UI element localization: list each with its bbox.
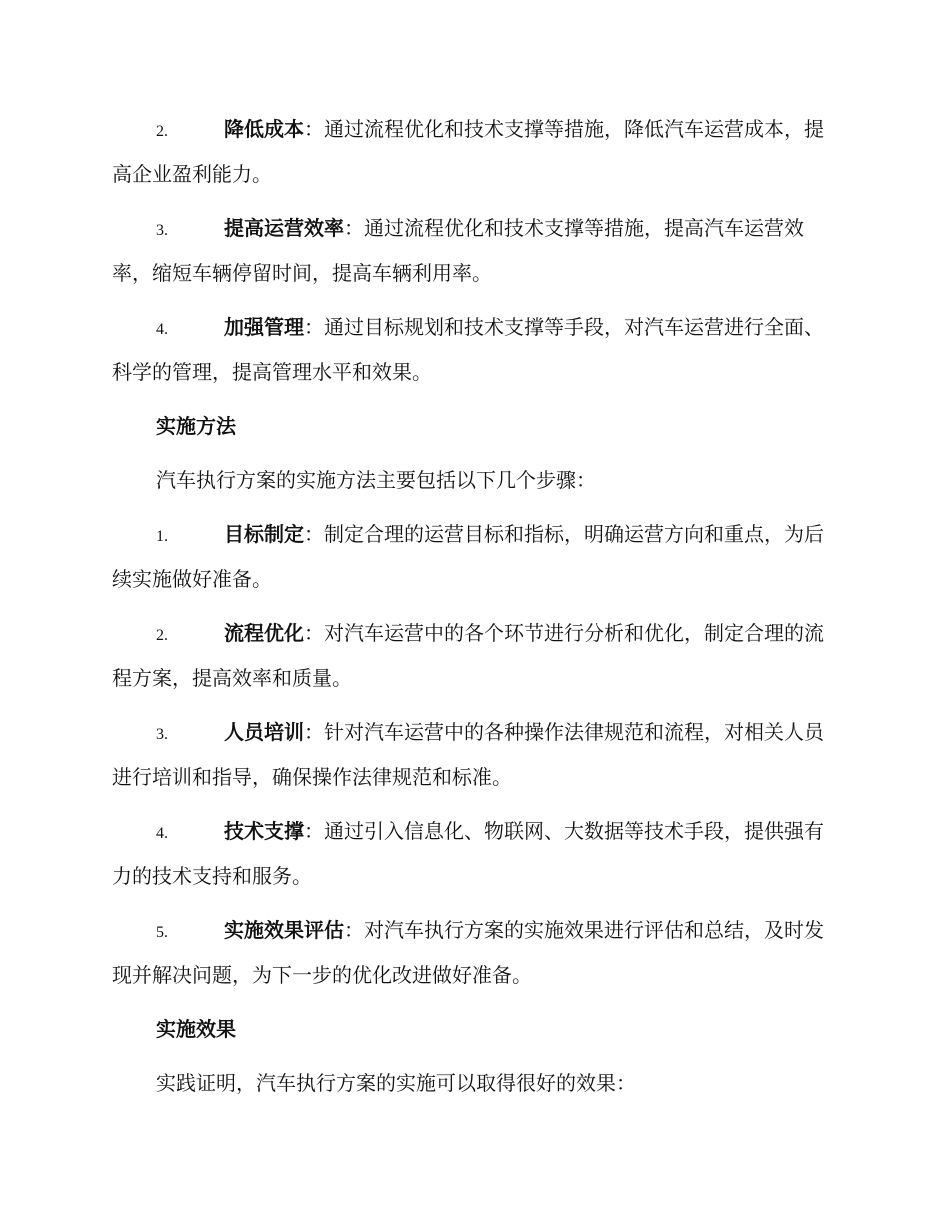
list-text: ：通过引入信息化、物联网、大数据等技术手段，提供强有力的技术支持和服务。 [112,819,824,888]
list-text: ：针对汽车运营中的各种操作法律规范和流程，对相关人员进行培训和指导，确保操作法律规范和标准。 [112,720,824,789]
list-term: 加强管理 [224,315,304,339]
list-term: 降低成本 [224,117,304,141]
list-text: ：对汽车运营中的各个环节进行分析和优化，制定合理的流程方案，提高效率和质量。 [112,621,824,690]
list-item [112,207,834,294]
list-text: ：对汽车执行方案的实施效果进行评估和总结，及时发现并解决问题，为下一步的优化改进做好准备。 [112,918,824,987]
section-heading-effects: 实施效果 [156,1017,236,1041]
section-heading-methods: 实施方法 [156,414,236,438]
list-number: 1. [156,528,168,545]
list-item [112,711,834,798]
section-intro-effects: 实践证明，汽车执行方案的实施可以取得很好的效果： [156,1071,636,1095]
list-item [112,306,834,393]
list-item [112,108,834,195]
list-term: 提高运营效率 [224,216,344,240]
list-number: 2. [156,627,168,644]
section-intro-methods: 汽车执行方案的实施方法主要包括以下几个步骤： [156,468,596,492]
list-item [112,909,834,996]
list-number: 5. [156,924,168,941]
list-item [112,612,834,699]
list-number: 3. [156,726,168,743]
list-term: 技术支撑 [224,819,304,843]
list-number: 4. [156,825,168,842]
list-term: 实施效果评估 [224,918,344,942]
list-term: 目标制定 [224,522,304,546]
document-page [112,108,834,1116]
list-number: 4. [156,321,168,338]
list-text: ：通过流程优化和技术支撑等措施，提高汽车运营效率，缩短车辆停留时间，提高车辆利用率。 [112,216,804,285]
list-text: ：通过流程优化和技术支撑等措施，降低汽车运营成本，提高企业盈利能力。 [112,117,824,186]
list-text: ：通过目标规划和技术支撑等手段，对汽车运营进行全面、科学的管理，提高管理水平和效果。 [112,315,824,384]
list-term: 流程优化 [224,621,304,645]
list-text: ：制定合理的运营目标和指标，明确运营方向和重点，为后续实施做好准备。 [112,522,824,591]
list-number: 3. [156,222,168,239]
list-item [112,513,834,600]
list-number: 2. [156,123,168,140]
list-term: 人员培训 [224,720,304,744]
list-item [112,810,834,897]
